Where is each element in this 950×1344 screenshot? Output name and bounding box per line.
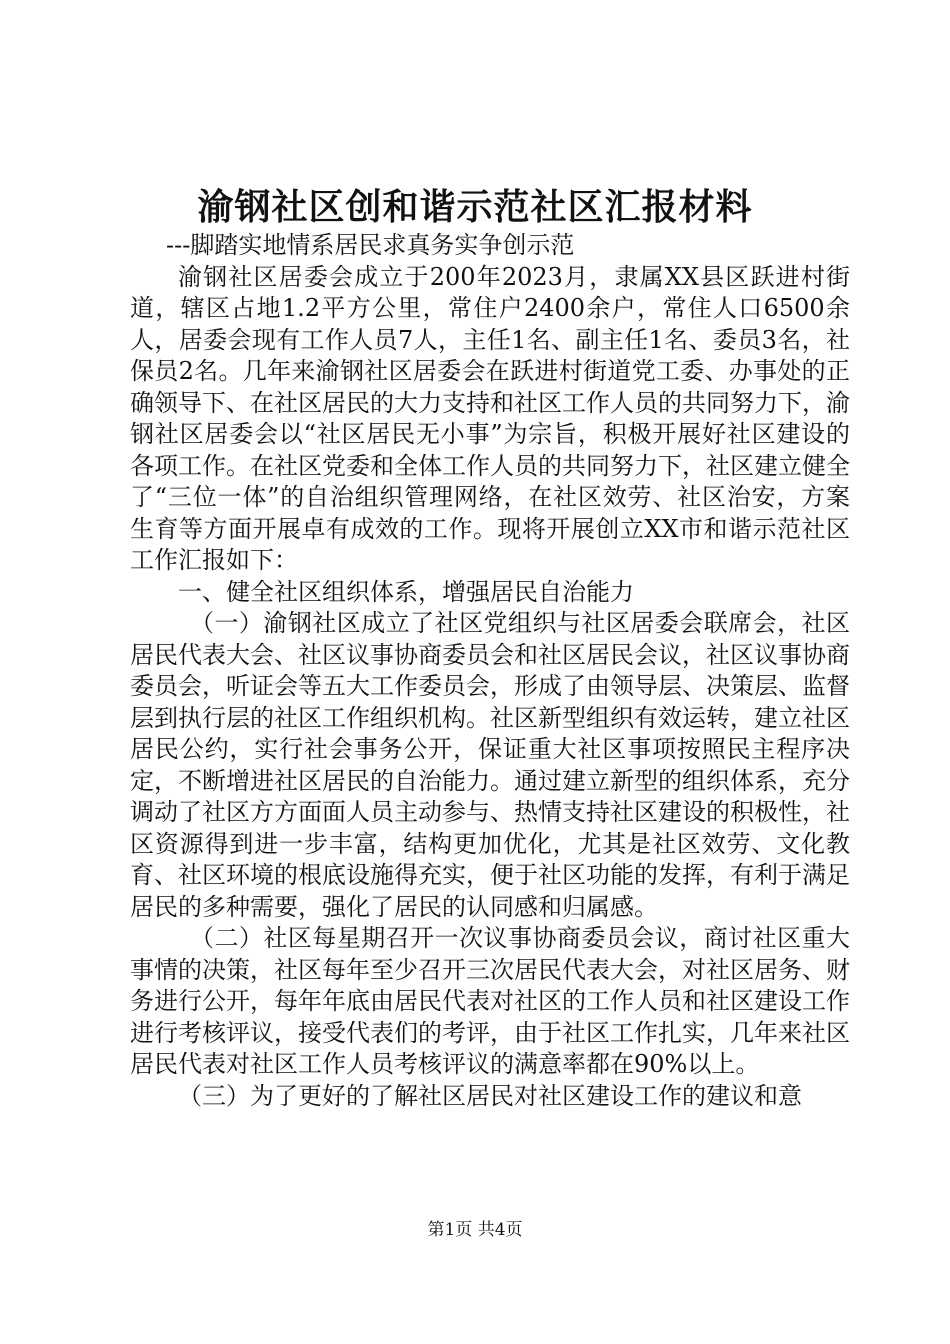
document-body (130, 230, 850, 1112)
document-subtitle: ---脚踏实地情系居民求真务实争创示范 (166, 231, 575, 259)
intro-paragraph: 渝钢社区居委会成立于200年2023月，隶属XX县区跃进村街道，辖区占地1.2平方公里，常住户2400余户，常住人口6500余人，居委会现有工作人员7人，主任1名、副主任1名、委员3名，社保员2名。几年来渝钢社区居委会在跃进村街道党工委、办事处的正确领导下、在社区居民的大力支持和社区工作人员的共同努力下，渝钢社区居委会以“社区居民无小事”为宗旨，积极开展好社区建设的各项工作。在社区党委和全体工作人员的共同努力下，社区建立健全了“三位一体”的自治组织管理网络，在社区效劳、社区治安，方案生育等方面开展卓有成效的工作。现将开展创立XX市和谐示范社区工作汇报如下： (130, 262, 850, 574)
section-item-3: （三）为了更好的了解社区居民对社区建设工作的建议和意 (178, 1081, 802, 1110)
document-title: 渝钢社区创和谐示范社区汇报材料 (197, 186, 753, 228)
section-heading: 一、健全社区组织体系，增强居民自治能力 (178, 577, 634, 606)
section-item-2: （二）社区每星期召开一次议事协商委员会议，商讨社区重大事情的决策，社区每年至少召开三次居民代表大会，对社区居务、财务进行公开，每年年底由居民代表对社区的工作人员和社区建设工作进行考核评议，接受代表们的考评，由于社区工作扎实，几年来社区居民代表对社区工作人员考核评议的满意率都在90%以上。 (130, 924, 850, 1078)
section-item-1: （一）渝钢社区成立了社区党组织与社区居委会联席会，社区居民代表大会、社区议事协商委员会和社区居民会议，社区议事协商委员会，听证会等五大工作委员会，形成了由领导层、决策层、监督层到执行层的社区工作组织机构。社区新型组织有效运转，建立社区居民公约，实行社会事务公开，保证重大社区事项按照民主程序决定，不断增进社区居民的自治能力。通过建立新型的组织体系，充分调动了社区方方面面人员主动参与、热情支持社区建设的积极性，社区资源得到进一步丰富，结构更加优化，尤其是社区效劳、文化教育、社区环境的根底设施得充实，便于社区功能的发挥，有利于满足居民的多种需要，强化了居民的认同感和归属感。 (130, 609, 850, 921)
page-footer: 第1页 共4页 (427, 1220, 523, 1240)
